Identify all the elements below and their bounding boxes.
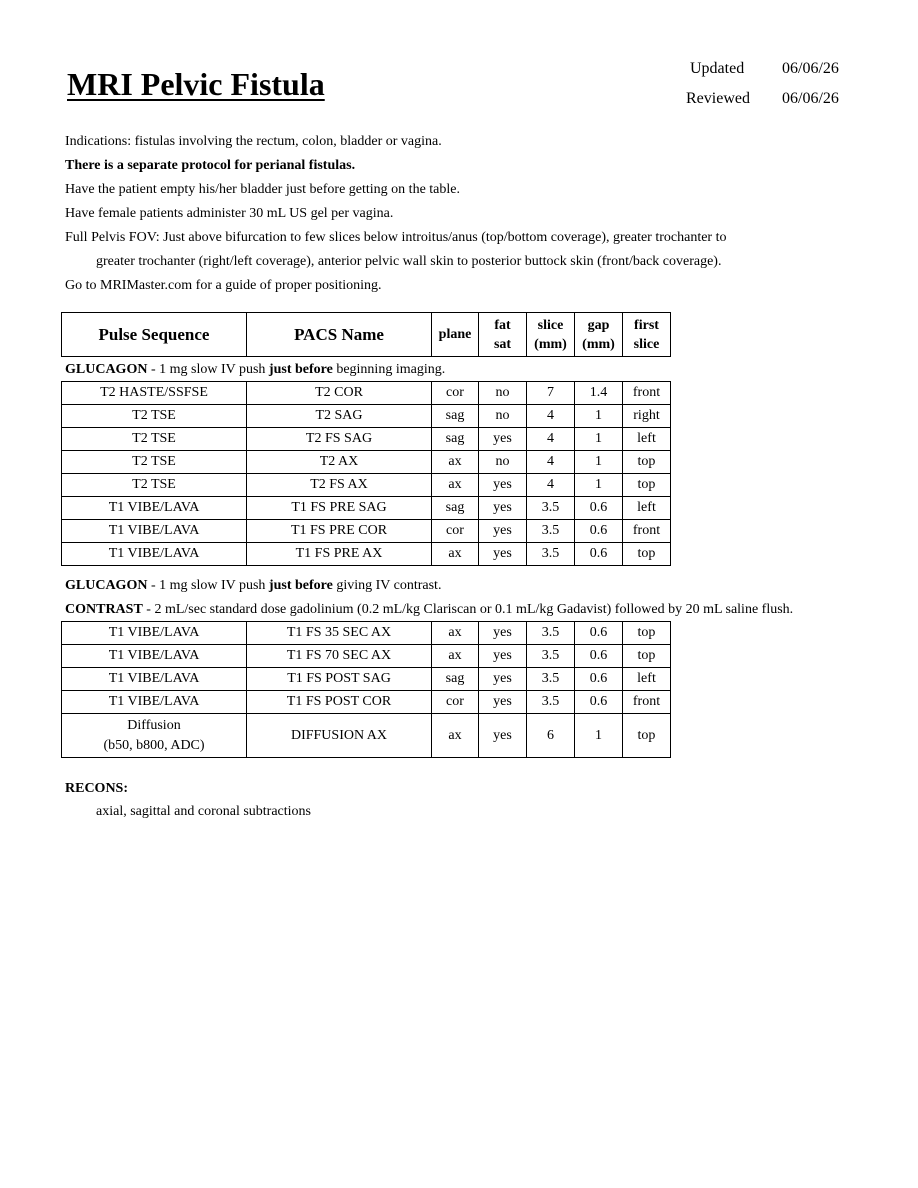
cell-slice: 3.5: [527, 520, 575, 543]
cell-plane: cor: [432, 691, 479, 714]
cell-first-slice: left: [623, 668, 671, 691]
cell-slice: 4: [527, 405, 575, 428]
cell-slice: 3.5: [527, 543, 575, 566]
cell-gap: 0.6: [575, 691, 623, 714]
cell-gap: 1: [575, 405, 623, 428]
cell-first-slice: front: [623, 691, 671, 714]
cell-slice: 3.5: [527, 691, 575, 714]
fov-text-continued: greater trochanter (right/left coverage), anterior pelvic wall skin to posterior buttock skin (front/back coverage).: [96, 254, 722, 269]
cell-fat-sat: yes: [479, 622, 527, 645]
table-row: [62, 645, 671, 668]
gel-instruction: Have female patients administer 30 mL US gel per vagina.: [65, 206, 394, 221]
cell-pacs-name: T1 FS PRE AX: [247, 543, 432, 566]
cell-fat-sat: no: [479, 451, 527, 474]
cell-gap: 0.6: [575, 668, 623, 691]
col-header-fat-sat: fat sat: [479, 313, 527, 357]
cell-pulse-sequence: T1 VIBE/LAVA: [62, 520, 247, 543]
table-row: [62, 622, 671, 645]
cell-fat-sat: yes: [479, 497, 527, 520]
cell-pulse-sequence: T2 TSE: [62, 451, 247, 474]
cell-pulse-sequence: T1 VIBE/LAVA: [62, 497, 247, 520]
cell-slice: 3.5: [527, 668, 575, 691]
cell-pulse-sequence: T2 HASTE/SSFSE: [62, 382, 247, 405]
cell-fat-sat: yes: [479, 428, 527, 451]
col-header-plane: plane: [432, 313, 479, 357]
cell-first-slice: left: [623, 497, 671, 520]
cell-gap: 1: [575, 451, 623, 474]
updated-label: Updated: [690, 60, 745, 77]
col-header-pacs-name: PACS Name: [247, 313, 432, 357]
cell-plane: cor: [432, 382, 479, 405]
cell-fat-sat: yes: [479, 645, 527, 668]
cell-pulse-sequence: T1 VIBE/LAVA: [62, 622, 247, 645]
cell-pacs-name: T2 FS SAG: [247, 428, 432, 451]
glucagon-note-1: GLUCAGON - 1 mg slow IV push just before beginning imaging.: [65, 362, 446, 377]
col-header-gap: gap (mm): [575, 313, 623, 357]
cell-fat-sat: yes: [479, 691, 527, 714]
cell-first-slice: front: [623, 520, 671, 543]
fov-text: Full Pelvis FOV: Just above bifurcation to few slices below introitus/anus (top/bottom coverage), greater trochanter to: [65, 230, 727, 245]
table-row: [62, 382, 671, 405]
glucagon-note-2: GLUCAGON - 1 mg slow IV push just before giving IV contrast.: [65, 578, 442, 593]
cell-gap: 1: [575, 714, 623, 758]
cell-gap: 0.6: [575, 543, 623, 566]
cell-gap: 1: [575, 474, 623, 497]
table-row: [62, 520, 671, 543]
cell-pacs-name: T1 FS PRE COR: [247, 520, 432, 543]
cell-plane: ax: [432, 451, 479, 474]
cell-first-slice: top: [623, 474, 671, 497]
col-header-first-slice: first slice: [623, 313, 671, 357]
cell-slice: 4: [527, 451, 575, 474]
cell-plane: sag: [432, 668, 479, 691]
recons-text: axial, sagittal and coronal subtractions: [96, 804, 311, 819]
cell-fat-sat: yes: [479, 520, 527, 543]
table-row: [62, 428, 671, 451]
cell-slice: 7: [527, 382, 575, 405]
table-row-diffusion: [62, 714, 671, 758]
cell-plane: ax: [432, 622, 479, 645]
cell-slice: 3.5: [527, 645, 575, 668]
cell-pacs-name: T1 FS 35 SEC AX: [247, 622, 432, 645]
cell-pulse-sequence: T1 VIBE/LAVA: [62, 668, 247, 691]
cell-first-slice: top: [623, 645, 671, 668]
cell-pulse-sequence: T2 TSE: [62, 405, 247, 428]
cell-gap: 1: [575, 428, 623, 451]
cell-pacs-name: DIFFUSION AX: [247, 714, 432, 758]
cell-slice: 3.5: [527, 622, 575, 645]
pre-contrast-table: [61, 381, 671, 566]
cell-pulse-sequence: Diffusion (b50, b800, ADC): [62, 714, 247, 758]
cell-gap: 0.6: [575, 497, 623, 520]
cell-pacs-name: T2 SAG: [247, 405, 432, 428]
cell-fat-sat: yes: [479, 668, 527, 691]
cell-fat-sat: no: [479, 382, 527, 405]
recons-heading: RECONS:: [65, 781, 129, 796]
cell-pulse-sequence: T2 TSE: [62, 428, 247, 451]
table-row: [62, 474, 671, 497]
cell-plane: sag: [432, 497, 479, 520]
table-row: [62, 405, 671, 428]
cell-pacs-name: T1 FS POST SAG: [247, 668, 432, 691]
table-row: [62, 668, 671, 691]
sequence-table-header: [61, 312, 671, 357]
cell-pacs-name: T1 FS PRE SAG: [247, 497, 432, 520]
cell-pulse-sequence: T1 VIBE/LAVA: [62, 543, 247, 566]
cell-pacs-name: T2 COR: [247, 382, 432, 405]
cell-pacs-name: T1 FS 70 SEC AX: [247, 645, 432, 668]
cell-first-slice: top: [623, 451, 671, 474]
page-title: MRI Pelvic Fistula: [67, 66, 325, 102]
cell-first-slice: front: [623, 382, 671, 405]
cell-gap: 1.4: [575, 382, 623, 405]
cell-slice: 3.5: [527, 497, 575, 520]
cell-slice: 4: [527, 474, 575, 497]
cell-pacs-name: T2 FS AX: [247, 474, 432, 497]
cell-first-slice: top: [623, 622, 671, 645]
intro-section: [65, 132, 726, 300]
cell-plane: ax: [432, 645, 479, 668]
cell-pacs-name: T1 FS POST COR: [247, 691, 432, 714]
cell-plane: cor: [432, 520, 479, 543]
contrast-note: CONTRAST - 2 mL/sec standard dose gadolinium (0.2 mL/kg Clariscan or 0.1 mL/kg Gadavist) followed by 20 mL saline flush.: [65, 602, 794, 617]
cell-slice: 6: [527, 714, 575, 758]
cell-gap: 0.6: [575, 622, 623, 645]
cell-first-slice: top: [623, 714, 671, 758]
perianal-note: There is a separate protocol for perianal fistulas.: [65, 158, 356, 173]
cell-plane: sag: [432, 428, 479, 451]
cell-fat-sat: no: [479, 405, 527, 428]
table-row: [62, 451, 671, 474]
positioning-link-text: Go to MRIMaster.com for a guide of proper positioning.: [65, 278, 382, 293]
table-row: [62, 543, 671, 566]
cell-first-slice: right: [623, 405, 671, 428]
col-header-slice: slice (mm): [527, 313, 575, 357]
cell-pulse-sequence: T1 VIBE/LAVA: [62, 691, 247, 714]
cell-fat-sat: yes: [479, 474, 527, 497]
cell-plane: ax: [432, 543, 479, 566]
reviewed-date: 06/06/26: [782, 90, 839, 107]
table-row: [62, 497, 671, 520]
cell-plane: ax: [432, 474, 479, 497]
table-row: [62, 691, 671, 714]
cell-slice: 4: [527, 428, 575, 451]
cell-gap: 0.6: [575, 520, 623, 543]
reviewed-label: Reviewed: [686, 90, 750, 107]
cell-fat-sat: yes: [479, 543, 527, 566]
bladder-instruction: Have the patient empty his/her bladder just before getting on the table.: [65, 182, 460, 197]
cell-pulse-sequence: T2 TSE: [62, 474, 247, 497]
post-contrast-table: [61, 621, 671, 758]
cell-plane: sag: [432, 405, 479, 428]
cell-pacs-name: T2 AX: [247, 451, 432, 474]
cell-gap: 0.6: [575, 645, 623, 668]
cell-first-slice: top: [623, 543, 671, 566]
cell-first-slice: left: [623, 428, 671, 451]
updated-date: 06/06/26: [782, 60, 839, 77]
cell-pulse-sequence: T1 VIBE/LAVA: [62, 645, 247, 668]
cell-plane: ax: [432, 714, 479, 758]
cell-fat-sat: yes: [479, 714, 527, 758]
col-header-pulse-sequence: Pulse Sequence: [62, 313, 247, 357]
indications-text: Indications: fistulas involving the rectum, colon, bladder or vagina.: [65, 134, 442, 149]
